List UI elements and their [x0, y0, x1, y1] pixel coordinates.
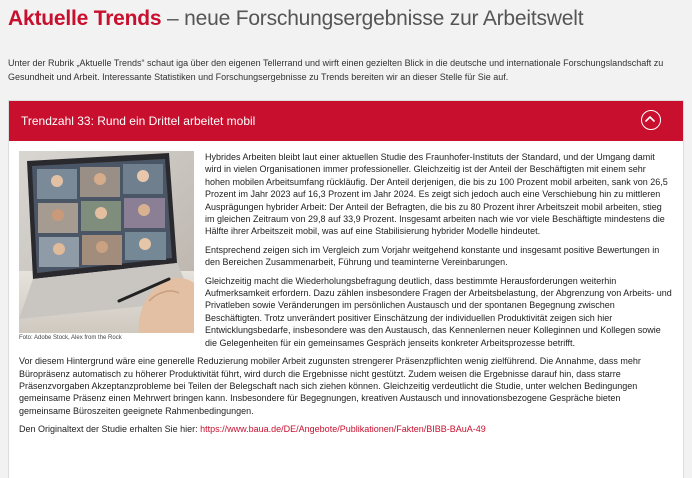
photo-caption: Foto: Adobe Stock, Alex from the Rock: [19, 335, 122, 341]
accordion-header[interactable]: [9, 101, 683, 141]
article-photo: [19, 151, 194, 333]
source-line: [19, 423, 673, 435]
intro-text: Unter der Rubrik „Aktuelle Trends“ schaut iga über den eigenen Tellerrand und wirft einen gezielten Blick in die deutsche und internationale Forschungslandschaft zu Gesundheit und Arbeit. Interessante Statistiken und Forschungsergebnisse zu Trends bereiten wir an dieser Stelle für Sie auf.: [8, 58, 664, 82]
article-paragraph: Entsprechend zeigen sich im Vergleich zum Vorjahr weitgehend konstante und insgesamt positive Bewertungen in den Bereichen Zusammenarbeit, Führung und teaminterne Vereinbarungen.: [205, 244, 660, 268]
article-paragraph: Hybrides Arbeiten bleibt laut einer aktuellen Studie des Fraunhofer-Instituts der Standard, und der Umgang damit wird in vielen Organisationen immer professioneller. Gleichzeitig ist der Anteil der Beschäftigten mit einem sehr hohen mobilen Arbeitsumfang rückläufig. Der Anteil derjenigen, die bis zu 100 Prozent mobil arbeiten, sank von 26,5 Prozent im Jahr 2023 auf 16,3 Prozent im Jahr 2024. Es zeigt sich jedoch auch eine Verschiebung hin zu mittleren Ausprägungen hybrider Arbeit: Der Anteil der Befragten, die bis zu 80 Prozent ihrer Arbeitszeit mobil arbeiten, stieg im gleichen Zeitraum von 29,8 auf 33,9 Prozent. Insgesamt arbeiten nach wie vor viele Beschäftigte mindestens die Hälfte ihrer Arbeitszeit mobil, was auf eine Stabilisierung hybrider Modelle hindeutet.: [205, 152, 668, 237]
article-paragraph: Vor diesem Hintergrund wäre eine generelle Reduzierung mobiler Arbeit zugunsten strengerer Präsenzpflichten wenig zielführend. Die Annahme, dass mehr Büropräsenz automatisch zu höherer Produktivität führt, wird durch die Ergebnisse nicht gestützt. Zudem weisen die Ergebnisse darauf hin, dass starre Präsenzvorgaben Akzeptanzprobleme bei Teilen der Belegschaft nach sich ziehen können. Gleichzeitig verdeutlicht die Studie, unter welchen Bedingungen gemeinsame Präsenz einen Mehrwert bringen kann. Insbesondere für Begegnungen, kreativen Austausch und innovationsbezogene Gespräche bieten gemeinsame Büroszeiten geeignete Rahmenbedingungen.: [19, 356, 641, 416]
article-figure: [19, 151, 194, 342]
chevron-up-icon[interactable]: [641, 110, 661, 130]
accordion-title: Trendzahl 33: Rund ein Drittel arbeitet mobil: [21, 114, 256, 128]
article-paragraph: Gleichzeitig macht die Wiederholungsbefragung deutlich, dass bestimmte Herausforderungen weiterhin Aufmerksamkeit erfordern. Dazu zählen insbesondere Fragen der Arbeitsbelastung, der Abgrenzung von Arbeits- und Privatleben sowie Veränderungen im persönlichen Austausch und der spontanen Begegnung zwischen Beschäftigten. Trotz unverändert positiver Einschätzung der individuellen Produktivität zeigen sich hier Entwicklungsbedarfe, insbesondere was den Austausch, das Kennenlernen neuer Kolleginnen und Kollegen sowie die Gelegenheiten für ein gemeinsames Gespräch jenseits konkreter Arbeitsprozesse betrifft.: [205, 275, 672, 348]
page-title-strong: Aktuelle Trends: [8, 7, 162, 30]
trend-accordion: [8, 100, 684, 478]
page-title: [8, 6, 583, 32]
source-prefix: Den Originaltext der Studie erhalten Sie hier:: [19, 424, 201, 435]
page-title-rest: – neue Forschungsergebnisse zur Arbeitswelt: [161, 7, 584, 30]
source-link[interactable]: https://www.baua.de/DE/Angebote/Publikationen/Fakten/BIBB-BAuA-49: [200, 424, 486, 435]
accordion-body: [9, 141, 683, 436]
